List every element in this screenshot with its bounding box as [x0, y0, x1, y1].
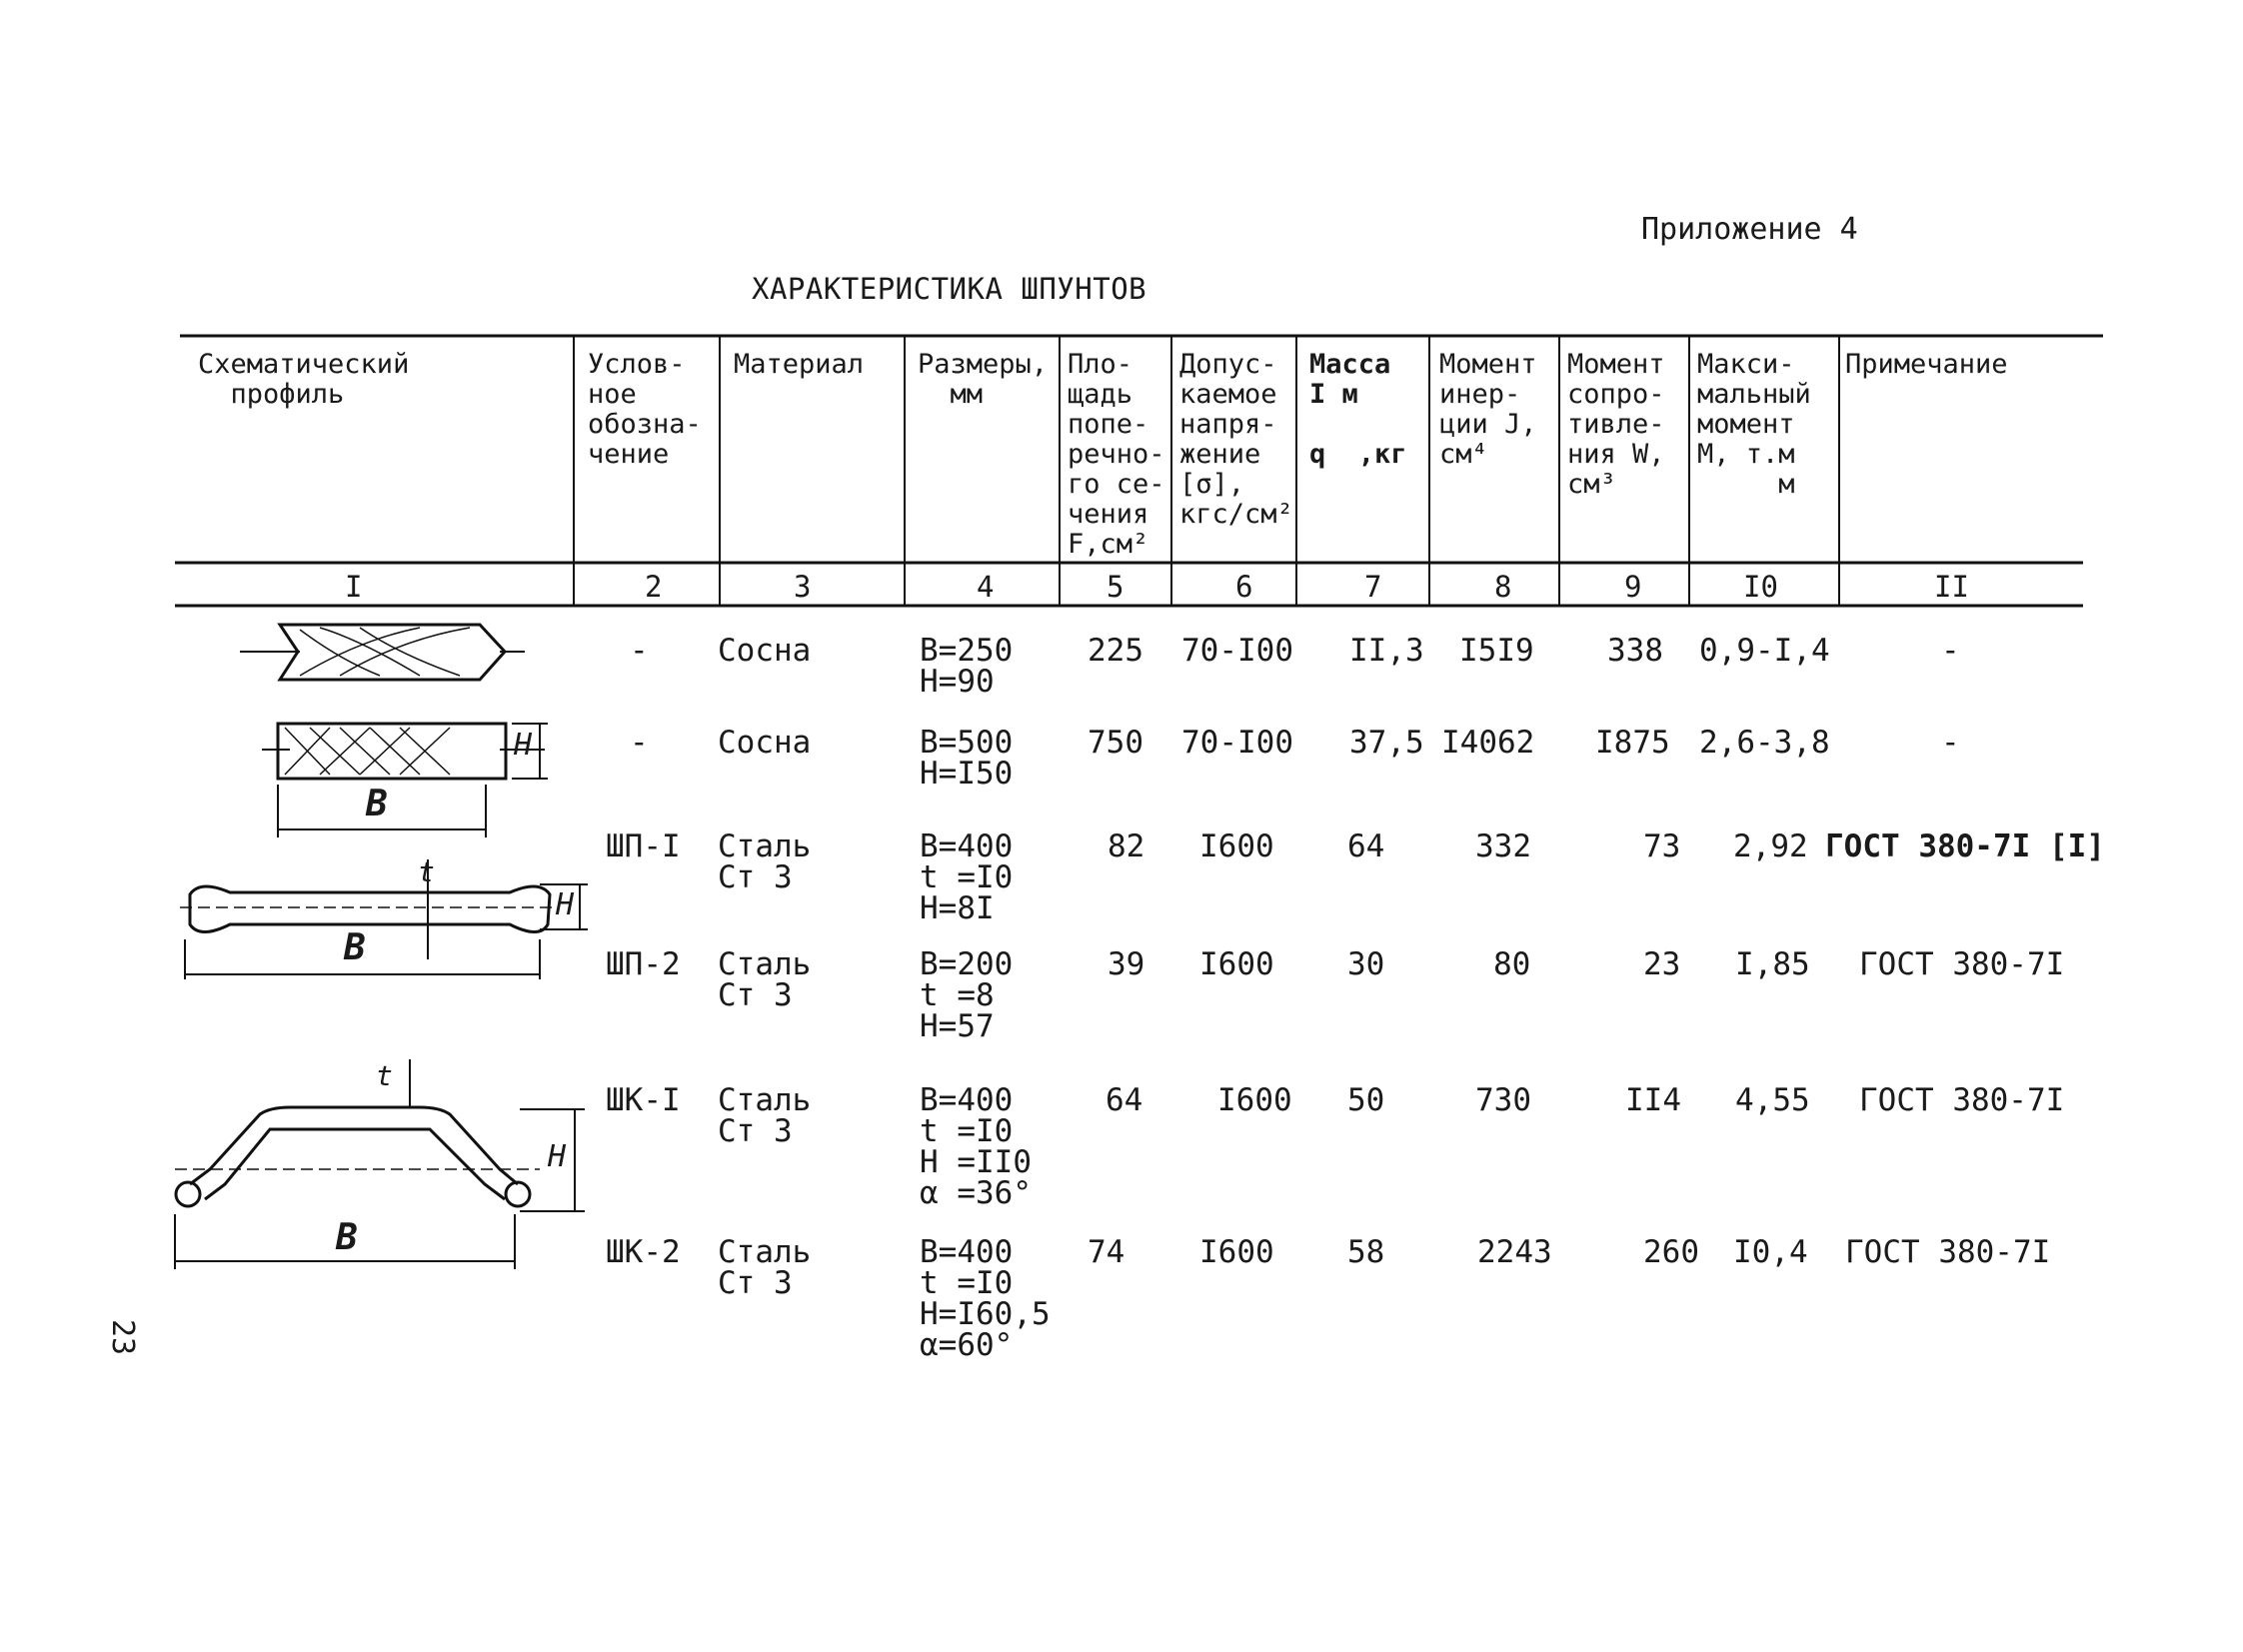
page-number: 23 — [105, 1319, 140, 1356]
row1-stress: 70-I00 — [1181, 633, 1293, 669]
col-number: I0 — [1743, 570, 1778, 604]
row2-note: - — [1941, 725, 1960, 761]
row4-stress: I600 — [1199, 946, 1274, 982]
sketch3-t-label: t — [418, 855, 435, 888]
appendix-label: Приложение 4 — [1641, 212, 1858, 247]
row4-dims: B=200 t =8 H=57 — [920, 946, 1014, 1044]
header-note: Примечание — [1845, 349, 2008, 380]
row2-mass: 37,5 — [1349, 725, 1424, 761]
row4-resistance: 23 — [1643, 946, 1681, 982]
document-title: ХАРАКТЕРИСТИКА ШПУНТОВ — [752, 272, 1147, 306]
col-number: II — [1934, 570, 1969, 604]
row3-area: 82 — [1108, 828, 1145, 864]
row5-designation: ШК-I — [606, 1082, 681, 1118]
header-mass: Масса I м q ,кг — [1309, 349, 1407, 470]
row3-dims: B=400 t =I0 H=8I — [920, 828, 1014, 926]
row2-dims: B=500 H=I50 — [920, 725, 1014, 792]
header-material: Материал — [734, 349, 865, 380]
sketch3-h-label: H — [556, 887, 575, 922]
row2-stress: 70-I00 — [1181, 725, 1293, 761]
header-resistance: Момент сопро- тивле- ния W, см³ — [1567, 349, 1665, 500]
row4-note: ГОСТ 380-7I — [1859, 946, 2065, 982]
header-designation: Услов- ное обозна- чение — [588, 349, 702, 470]
row5-stress: I600 — [1217, 1082, 1292, 1118]
sketch4-t-label: t — [376, 1059, 393, 1092]
row2-area: 750 — [1088, 725, 1143, 761]
row3-inertia: 332 — [1475, 828, 1531, 864]
row6-designation: ШК-2 — [606, 1234, 681, 1270]
row4-area: 39 — [1108, 946, 1145, 982]
col-number: I — [345, 570, 363, 604]
sketch4-b-label: B — [336, 1217, 358, 1258]
header-dimensions: Размеры, мм — [918, 349, 1049, 410]
header-max-moment: Макси- мальный момент М, т.м м — [1697, 349, 1811, 500]
header-stress: Допус- каемое напря- жение [σ], кгс/см² — [1179, 349, 1293, 530]
col-number: 6 — [1235, 570, 1253, 604]
row5-area: 64 — [1106, 1082, 1143, 1118]
row4-moment: I,85 — [1735, 946, 1810, 982]
row3-moment: 2,92 — [1733, 828, 1808, 864]
row1-mass: II,3 — [1349, 633, 1424, 669]
row6-area: 74 — [1088, 1234, 1125, 1270]
row3-note: ГОСТ 380-7I [I] — [1825, 828, 2105, 864]
row1-material: Сосна — [718, 633, 812, 669]
sketch3-b-label: B — [344, 927, 366, 968]
row2-moment: 2,6-3,8 — [1699, 725, 1830, 761]
row5-mass: 50 — [1347, 1082, 1385, 1118]
row5-moment: 4,55 — [1735, 1082, 1810, 1118]
col-number: 2 — [645, 570, 663, 604]
row3-stress: I600 — [1199, 828, 1274, 864]
row6-material: Сталь Ст 3 — [718, 1234, 812, 1301]
row1-resistance: 338 — [1607, 633, 1663, 669]
row4-inertia: 80 — [1493, 946, 1531, 982]
row3-mass: 64 — [1347, 828, 1385, 864]
row6-note: ГОСТ 380-7I — [1845, 1234, 2051, 1270]
row6-inertia: 2243 — [1477, 1234, 1552, 1270]
row5-material: Сталь Ст 3 — [718, 1082, 812, 1149]
row6-stress: I600 — [1199, 1234, 1274, 1270]
col-number: 9 — [1624, 570, 1642, 604]
header-profile: Схематический профиль — [198, 349, 410, 410]
row5-resistance: II4 — [1625, 1082, 1681, 1118]
row1-dims: B=250 H=90 — [920, 633, 1014, 700]
sketch4-h-label: H — [548, 1139, 567, 1174]
row1-note: - — [1941, 633, 1960, 669]
sketch2-h-label: H — [514, 728, 533, 763]
row1-area: 225 — [1088, 633, 1143, 669]
row2-inertia: I4062 — [1441, 725, 1535, 761]
row3-resistance: 73 — [1643, 828, 1681, 864]
row5-dims: B=400 t =I0 H =II0 α =36° — [920, 1082, 1032, 1211]
row2-resistance: I875 — [1595, 725, 1670, 761]
row1-moment: 0,9-I,4 — [1699, 633, 1830, 669]
row5-note: ГОСТ 380-7I — [1859, 1082, 2065, 1118]
header-area: Пло- щадь попе- речно- го се- чения F,см² — [1068, 349, 1165, 560]
col-number: 4 — [977, 570, 995, 604]
col-number: 3 — [794, 570, 812, 604]
row1-designation: - — [630, 633, 649, 669]
row6-resistance: 260 — [1643, 1234, 1699, 1270]
row3-material: Сталь Ст 3 — [718, 828, 812, 895]
row5-inertia: 730 — [1475, 1082, 1531, 1118]
header-inertia: Момент инер- ции J, см⁴ — [1439, 349, 1537, 470]
row3-designation: ШП-I — [606, 828, 681, 864]
col-number: 5 — [1107, 570, 1124, 604]
row4-material: Сталь Ст 3 — [718, 946, 812, 1013]
sketch2-b-label: B — [366, 784, 388, 825]
row2-material: Сосна — [718, 725, 812, 761]
col-number: 8 — [1494, 570, 1512, 604]
col-number: 7 — [1364, 570, 1382, 604]
row6-mass: 58 — [1347, 1234, 1385, 1270]
row4-mass: 30 — [1347, 946, 1385, 982]
row4-designation: ШП-2 — [606, 946, 681, 982]
row1-inertia: I5I9 — [1459, 633, 1534, 669]
row6-dims: B=400 t =I0 H=I60,5 α=60° — [920, 1234, 1051, 1363]
row6-moment: I0,4 — [1733, 1234, 1808, 1270]
row2-designation: - — [630, 725, 649, 761]
